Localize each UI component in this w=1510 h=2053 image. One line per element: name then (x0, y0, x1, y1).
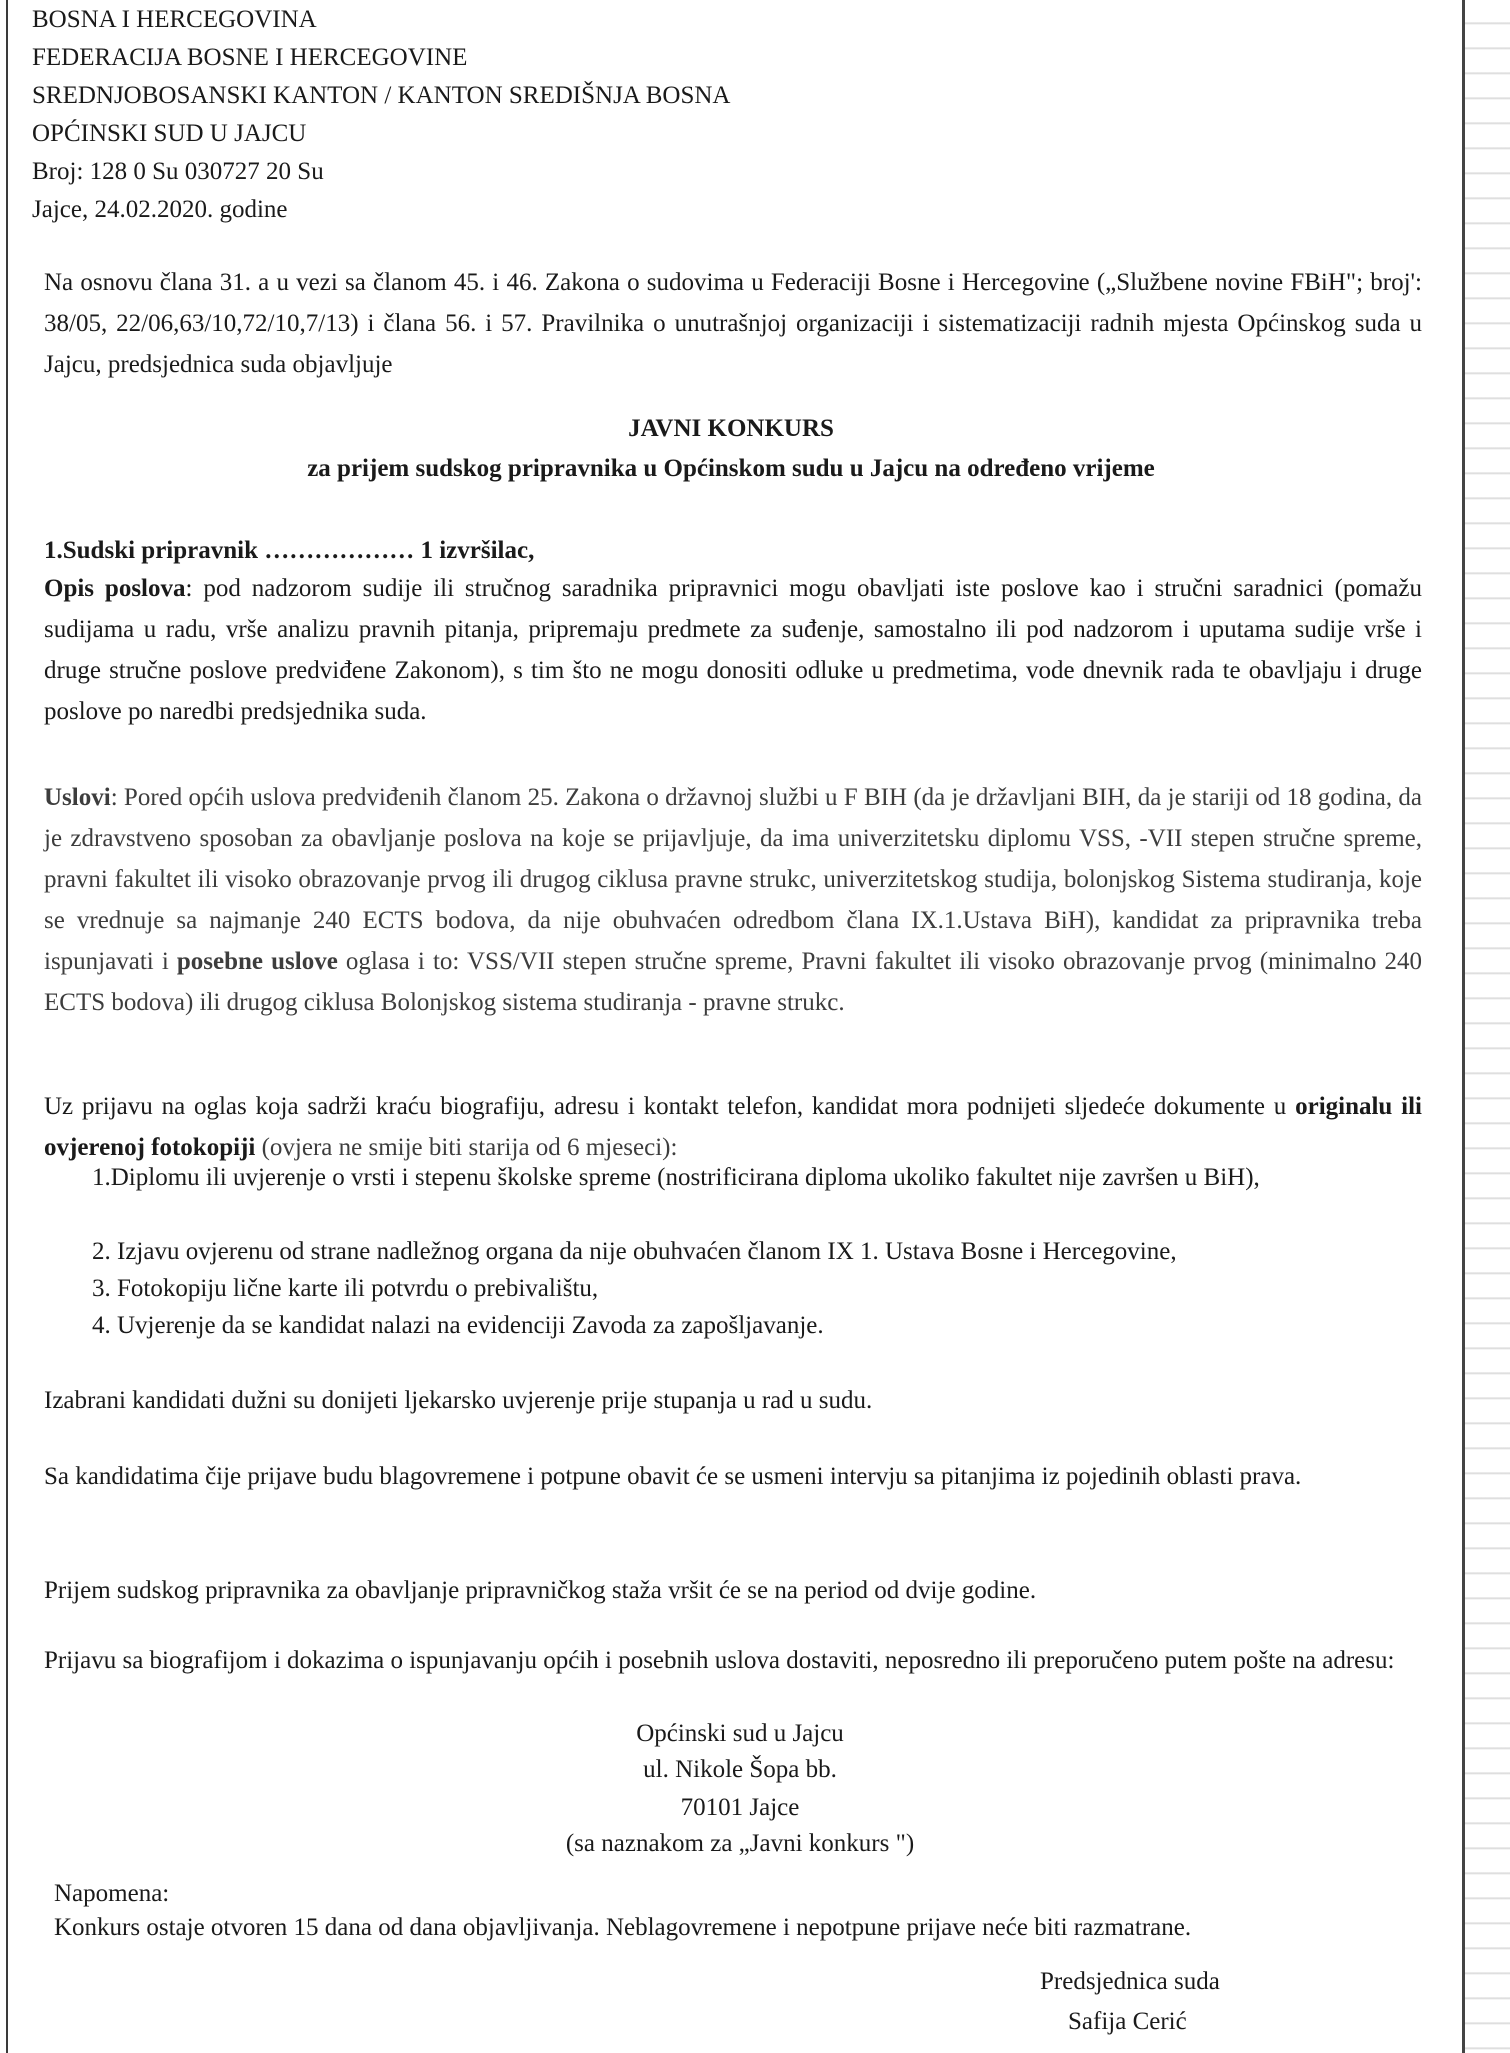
documents-intro (44, 1086, 1422, 1168)
napomena-label: Napomena: (54, 1880, 170, 1907)
document-item-2: 2. Izjavu ovjerenu od strane nadležnog organa da nije obuhvaćen članom IX 1. Ustava Bosne i Hercegovine, (92, 1238, 1177, 1265)
signature-title: Predsjednica suda (1040, 1968, 1220, 1995)
interview-paragraph: Sa kandidatima čije prijave budu blagovremene i potpune obavit će se usmeni intervju sa pitanjima iz pojedinih oblasti prava. (44, 1463, 1302, 1490)
document-item-1: 1.Diplomu ili uvjerenje o vrsti i stepenu školske spreme (nostrificirana diploma ukoliko fakultet nije završen u BiH), (92, 1164, 1260, 1191)
header-federation: FEDERACIJA BOSNE I HERCEGOVINE (32, 44, 468, 71)
header-canton: SREDNJOBOSANSKI KANTON / KANTON SREDIŠNJA BOSNA (32, 82, 731, 109)
intro-paragraph: Na osnovu člana 31. a u vezi sa članom 45. i 46. Zakona o sudovima u Federaciji Bosne i Hercegovine („Službene novine FBiH"; broj': 38/05, 22/06,63/10,72/10,7/13) i člana 56. i 57. Pravilnika o unutrašnjoj organizaciji i sistematizaciji radnih mjesta Općinskog suda u Jajcu, predsjednica suda objavljuje (44, 269, 1422, 378)
uslovi-label: Uslovi (44, 784, 111, 811)
opis-poslova-paragraph (44, 568, 1422, 732)
address-line-3: 70101 Jajce (680, 1794, 800, 1821)
address-line-4: (sa naznakom za „Javni konkurs ") (565, 1830, 915, 1857)
docs-intro-tail: (ovjera ne smije biti starija od 6 mjeseci): (255, 1134, 678, 1161)
opis-label: Opis poslova (44, 575, 186, 602)
position-line: 1.Sudski pripravnik ……………… 1 izvršilac, (44, 537, 535, 564)
opis-text: : pod nadzorom sudije ili stručnog saradnika pripravnici mogu obavljati iste poslove kao i stručni saradnici (pomažu sudijama u radu, vrše analizu pravnih pitanja, pripremaju predmete za suđenje, samostalno ili pod nadzorom i uputama sudije vrše i druge stručne poslove predviđene Zakonom), s tim što ne mogu donositi odluke u predmetima, vode dnevnik rada te obavljaju i druge poslove po naredbi predsjednika suda. (44, 575, 1422, 725)
document-subtitle: za prijem sudskog pripravnika u Općinskom sudu u Jajcu na određeno vrijeme (307, 455, 1155, 482)
header-country: BOSNA I HERCEGOVINA (32, 6, 317, 33)
napomena-text: Konkurs ostaje otvoren 15 dana od dana objavljivanja. Neblagovremene i nepotpune prijave neće biti razmatrane. (54, 1914, 1192, 1941)
document-item-3: 3. Fotokopiju lične karte ili potvrdu o prebivalištu, (92, 1275, 599, 1302)
internship-paragraph: Prijem sudskog pripravnika za obavljanje pripravničkog staža vršit će se na period od dvije godine. (44, 1577, 1037, 1604)
uslovi-text-a: : Pored općih uslova predviđenih članom 25. Zakona o državnoj službi u F BIH (da je državljani BIH, da je stariji od 18 godina, da je zdravstveno sposoban za obavljanje poslova na koje se prijavljuje, da ima univerzitetsku diplomu VSS, -VII stepen stručne spreme, pravni fakultet ili visoko obrazovanje prvog ili drugog ciklusa pravne strukc, univerzitetskog studija, bolonjskog Sistema studiranja, koje se vrednuje sa najmanje 240 ECTS bodova, da nije obuhvaćen odredbom člana IX.1.Ustava BiH), kandidat za pripravnika treba ispunjavati i (44, 784, 1422, 975)
address-line-1: Općinski sud u Jajcu (636, 1720, 844, 1747)
docs-intro-bold: originalu ili ovjerenoj fotokopiji (44, 1093, 1422, 1161)
application-paragraph: Prijavu sa biografijom i dokazima o ispunjavanju općih i posebnih uslova dostaviti, neposredno ili preporučeno putem pošte na adresu: (44, 1647, 1395, 1674)
signature-name: Safija Cerić (1068, 2008, 1187, 2035)
uslovi-bold: posebne uslove (176, 948, 338, 975)
header-number: Broj: 128 0 Su 030727 20 Su (32, 158, 324, 185)
uslovi-paragraph (44, 777, 1422, 1023)
docs-intro-text: Uz prijavu na oglas koja sadrži kraću biografiju, adresu i kontakt telefon, kandidat mora podnijeti sljedeće dokumente u (44, 1093, 1296, 1120)
document-item-4: 4. Uvjerenje da se kandidat nalazi na evidenciji Zavoda za zapošljavanje. (92, 1312, 824, 1339)
uslovi-text-b: oglasa i to: VSS/VII stepen stručne spreme, Pravni fakultet ili visoko obrazovanje prvog (minimalno 240 ECTS bodova) ili drugog ciklusa Bolonjskog sistema studiranja - pravne strukc. (44, 948, 1422, 1016)
document-title: JAVNI KONKURS (628, 415, 834, 442)
header-date: Jajce, 24.02.2020. godine (32, 196, 288, 223)
header-court: OPĆINSKI SUD U JAJCU (32, 120, 307, 147)
address-line-2: ul. Nikole Šopa bb. (643, 1756, 837, 1783)
medical-paragraph: Izabrani kandidati dužni su donijeti ljekarsko uvjerenje prije stupanja u rad u sudu. (44, 1387, 873, 1414)
